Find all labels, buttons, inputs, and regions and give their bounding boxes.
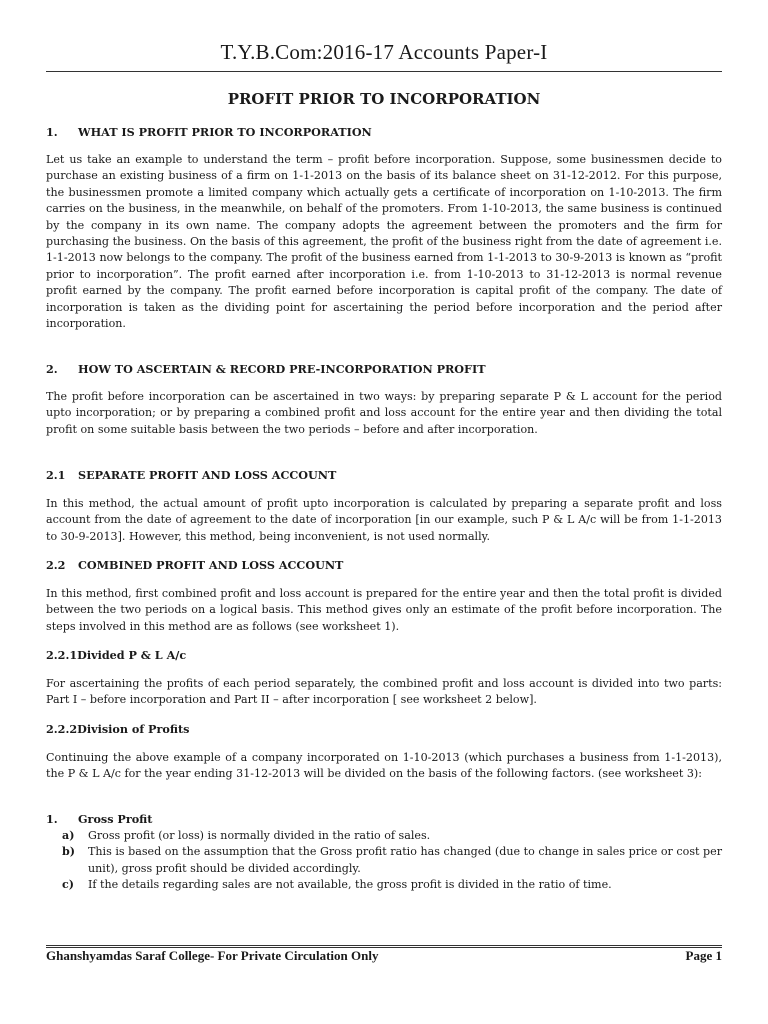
- section-2-2-2: [46, 722, 722, 736]
- header-divider: [46, 71, 722, 72]
- gross-profit-section: [46, 812, 722, 826]
- section-2-2-1-body: For ascertaining the profits of each period separately, the combined profit and loss account is divided into two parts: Part I – before incorporation and Part II – after incorporation [ see worksheet 2 below].: [46, 677, 722, 707]
- section-2-2-body-wrap: [46, 586, 722, 635]
- list-item-text: This is based on the assumption that the Gross profit ratio has changed (due to change in sales price or cost per unit), gross profit should be divided accordingly.: [88, 845, 722, 875]
- list-item: [46, 844, 722, 877]
- section-2-body-wrap: [46, 389, 722, 438]
- section-2-2-1-body-wrap: [46, 676, 722, 709]
- footer-page-number: Page 1: [685, 948, 722, 963]
- section-2-1-body-wrap: [46, 496, 722, 545]
- section-1-body: Let us take an example to understand the term – profit before incorporation. Suppose, some businessmen decide to purchase an existing business of a firm on 1-1-2013 on the basis of its balance sheet on 31-12-2012. For this purpose, the businessmen promote a limited company which actually gets a certificate of incorporation on 1-10-2013. The firm carries on the business, in the meanwhile, on behalf of the promoters. From 1-10-2013, the same business is continued by the company in its own name. The company adopts the agreement between the promoters and the firm for purchasing the business. On the basis of this agreement, the profit of the business right from the date of agreement i.e. 1-1-2013 now belongs to the company. The profit of the business earned from 1-1-2013 to 30-9-2013 is known as “profit prior to incorporation”. The profit earned after incorporation i.e. from 1-10-2013 to 31-12-2013 is normal revenue profit earned by the company. The profit earned before incorporation is capital profit of the company. The date of incorporation is taken as the dividing point for ascertaining the period before incorporation and the period after incorporation.: [46, 153, 722, 331]
- gross-profit-title: Gross Profit: [78, 812, 153, 826]
- section-2-1-heading: [46, 468, 722, 482]
- section-2-2-2-body-wrap: [46, 750, 722, 783]
- running-header: T.Y.B.Com:2016-17 Accounts Paper-I: [220, 40, 548, 64]
- list-item-marker: b): [62, 845, 76, 859]
- list-item-text: Gross profit (or loss) is normally divided in the ratio of sales.: [88, 829, 431, 842]
- section-2-2-body: In this method, first combined profit and loss account is prepared for the entire year and then the total profit is divided between the two periods on a logical basis. This method gives only an estimate of the profit before incorporation. The steps involved in this method are as follows (see worksheet 1).: [46, 587, 722, 633]
- section-1-body-wrap: [46, 152, 722, 332]
- section-2-body: The profit before incorporation can be ascertained in two ways: by preparing separate P & L account for the period upto incorporation; or by preparing a combined profit and loss account for the entire year and then dividing the total profit on some suitable basis between the two periods – before and after incorporation.: [46, 390, 722, 436]
- section-2-2-2-body: Continuing the above example of a company incorporated on 1-10-2013 (which purchases a business from 1-1-2013), the P & L A/c for the year ending 31-12-2013 will be divided on the basis of the following factors. (see worksheet 3):: [46, 751, 722, 781]
- section-2-2-heading: [46, 558, 722, 572]
- gross-profit-number: 1.: [46, 812, 58, 826]
- section-2-title: HOW TO ASCERTAIN & RECORD PRE-INCORPORATION PROFIT: [78, 362, 486, 376]
- list-item-marker: a): [62, 829, 75, 842]
- section-2-2-title: COMBINED PROFIT AND LOSS ACCOUNT: [78, 558, 344, 572]
- section-1-title: WHAT IS PROFIT PRIOR TO INCORPORATION: [78, 125, 372, 139]
- section-2-heading: [46, 362, 722, 376]
- section-2-2-1: [46, 648, 722, 662]
- list-item-text: If the details regarding sales are not available, the gross profit is divided in the ratio of time.: [88, 878, 612, 892]
- section-1-heading: [46, 125, 722, 139]
- section-1-number: 1.: [46, 125, 58, 139]
- list-item: [46, 877, 722, 893]
- section-2-2-1-heading: 2.2.1Divided P & L A/c: [46, 648, 187, 662]
- section-2-1: [46, 468, 722, 482]
- section-2-1-body: In this method, the actual amount of profit upto incorporation is calculated by preparing a separate profit and loss account from the date of agreement to the date of incorporation [in our example, such P & L A/c will be from 1-1-2013 to 30-9-2013]. However, this method, being inconvenient, is not used normally.: [46, 497, 722, 543]
- section-2-1-title: SEPARATE PROFIT AND LOSS ACCOUNT: [78, 468, 337, 482]
- section-2-number: 2.: [46, 362, 58, 376]
- section-1: [46, 125, 722, 139]
- gross-profit-list-wrap: [46, 828, 722, 894]
- gross-profit-heading: [46, 812, 722, 826]
- section-2: [46, 362, 722, 376]
- section-2-2: [46, 558, 722, 572]
- section-2-1-number: 2.1: [46, 468, 66, 482]
- page-title: PROFIT PRIOR TO INCORPORATION: [227, 90, 541, 108]
- footer-college: Ghanshyamdas Saraf College- For Private Circulation Only: [46, 948, 379, 963]
- section-2-2-2-heading: 2.2.2Division of Profits: [46, 722, 190, 736]
- section-2-2-number: 2.2: [46, 558, 66, 572]
- list-item: [46, 828, 722, 844]
- list-item-marker: c): [62, 878, 75, 892]
- gross-profit-list: [46, 828, 722, 894]
